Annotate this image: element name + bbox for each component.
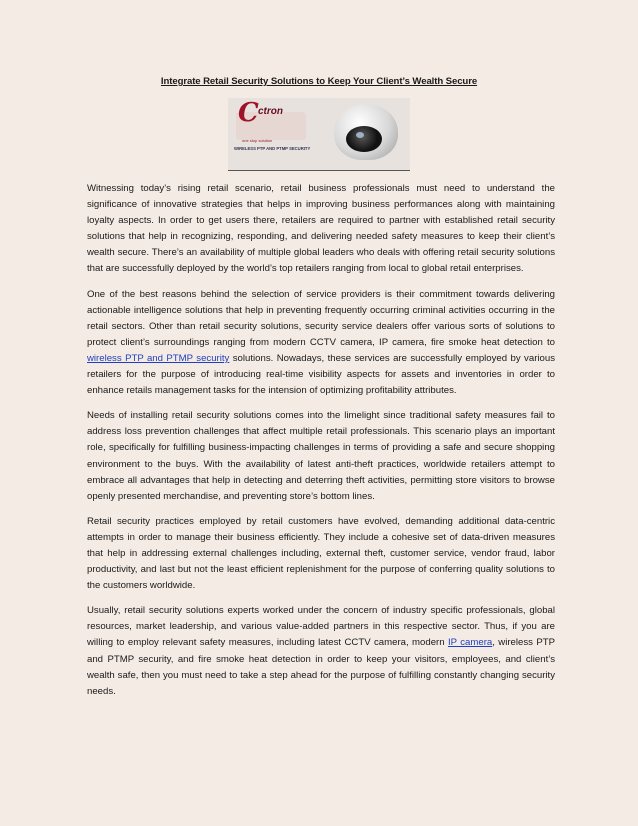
paragraph-5 [87,603,555,700]
paragraph-3: Needs of installing retail security solutions comes into the limelight since traditional safety measures fail to address loss prevention challenges that affect multiple retail professionals. This scenario plays an important role, specifically for fulfilling business-impacting challenges in terms of providing a safe and secure shopping environment to the buys. With the availability of latest anti-theft practices, worldwide retailers attempt to embrace all advantages that help in detecting and deterring theft activities, permitting store visitors to browse openly presented merchandise, and preventing store’s bottom lines. [87,410,555,502]
paragraph-2 [87,287,555,400]
paragraph-1: Witnessing today’s rising retail scenario, retail business professionals must need to understand the significance of innovative strategies that helps in improving business performances along with maintaining loyalty aspects. In order to get users there, retailers are required to partner with established retail security solutions that help in recognizing, responding, and delivering needed safety measures to keep their client’s wealth secure. There’s an availability of multiple global leaders who deals with offering retail security solutions that are successfully deployed by the world’s top retailers ranging from local to global retail enterprises. [87,183,555,275]
wireless-ptp-link[interactable]: wireless PTP and PTMP security [87,352,230,364]
article-body [87,181,555,709]
paragraph-2-text-a: One of the best reasons behind the selection of service providers is their commitment towards delivering actionable intelligence solutions that help in preventing frequently occurring criminal activities occurring in the retail sectors. Other than retail security solutions, security service dealers offer various sorts of solutions to protect client’s surroundings ranging from modern CCTV camera, IP camera, fire smoke heat detection to [87,288,555,348]
paragraph-2-text-b: solutions. Nowadays, these services are successfully employed by various retailers for the purpose of introducing real-time visibility aspects for assets and inventories in order to enhance retails management tasks for the intension of optimizing profitability attributes. [87,352,555,397]
logo-letter: C [238,98,259,128]
banner-subtitle: WIRELESS PTP AND PTMP SECURITY [234,146,311,151]
page-title: Integrate Retail Security Solutions to Keep Your Client’s Wealth Secure [160,76,478,87]
ip-camera-link[interactable]: IP camera [447,637,493,649]
camera-lens [346,126,382,152]
paragraph-5-text-a: Usually, retail security solutions experts worked under the concern of industry specific professionals, global resources, market leadership, and various value-added partners in this respective sector. Thus, if you are willing to employ relevant safety measures, including latest CCTV camera, modern [87,605,555,649]
paragraph-4: Retail security practices employed by retail customers have evolved, demanding additional data-centric attempts in order to manage their business efficiently. They include a cohesive set of data-driven measures that help in addressing external challenges including, external theft, customer service, vendor fraud, labor productivity, and last but not the least efficient replenishment for the purpose of conferring quality solutions to the customers worldwide. [87,515,555,592]
paragraph-5-text-b: , wireless PTP and PTMP security, and fire smoke heat detection in order to keep your visitors, employees, and client’s wealth safe, then you must need to take a step ahead for the purpose of fulfilling constantly changing security needs. [87,637,556,697]
logo-tagline: one stop solution [242,138,273,143]
lens-reflection [356,132,364,138]
logo-text: ctron [258,106,283,117]
header-banner-image [228,98,410,171]
